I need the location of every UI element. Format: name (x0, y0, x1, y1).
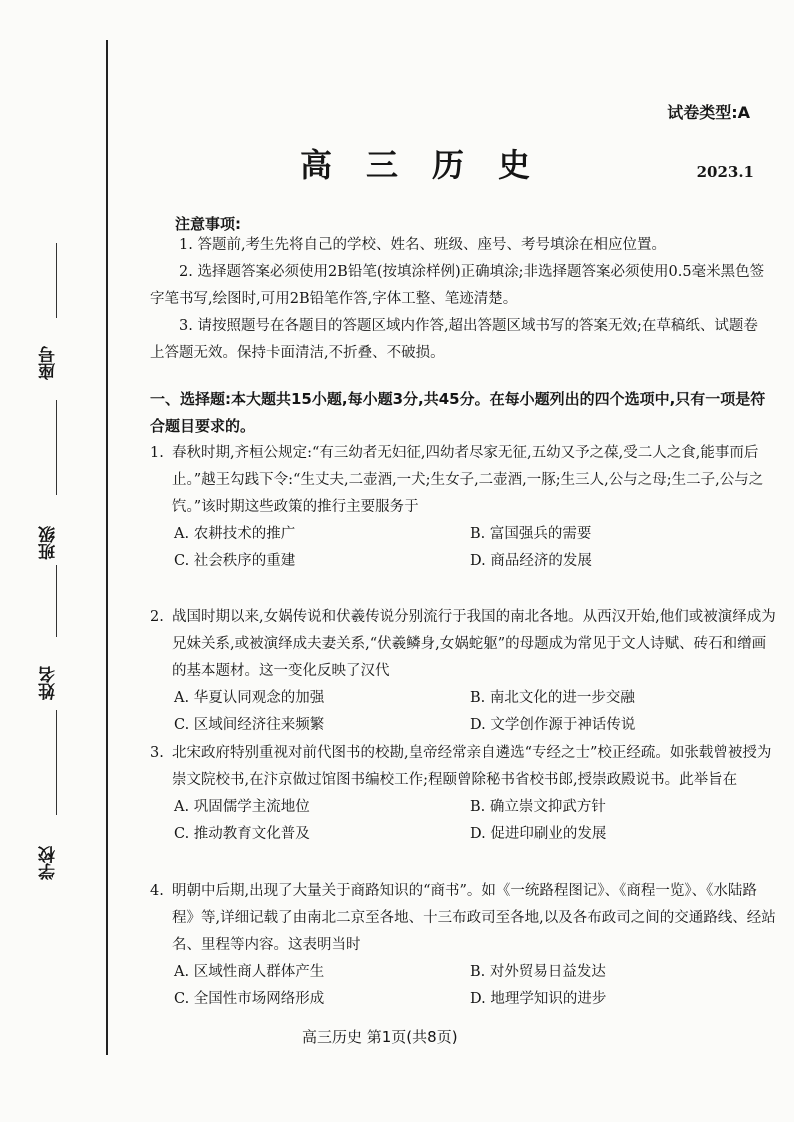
exam-date: 2023.1 (696, 163, 754, 181)
question-number: 2. (150, 609, 164, 625)
option-b: B. 确立崇文抑武方针 (470, 799, 606, 815)
note-item: 2. 选择题答案必须使用2B铅笔(按填涂样例)正确填涂;非选择题答案必须使用0.5毫米黑色签字笔书写,绘图时,可用2B铅笔作答,字体工整、笔迹清楚。 (150, 264, 765, 307)
option-d: D. 文学创作源于神话传说 (470, 717, 636, 733)
sidebar-name-label: 姓名 (39, 666, 59, 700)
notes (150, 232, 770, 367)
option-a: A. 区域性商人群体产生 (174, 964, 325, 980)
question-stem: 春秋时期,齐桓公规定:“有三幼者无妇征,四幼者尽家无征,五幼又予之葆,受二人之食,能事而后止。”越王勾践下令:“生丈夫,二壶酒,一犬;生女子,二壶酒,一豚;生三人,公与之母;生二子,公与之饩。”该时期这些政策的推行主要服务于 (172, 445, 764, 515)
paper-type: 试卷类型:A (667, 103, 750, 122)
page-title: 高三历史 (300, 146, 565, 184)
binding-line (106, 40, 108, 1055)
option-d: D. 地理学知识的进步 (470, 991, 607, 1007)
question-number: 1. (150, 445, 164, 461)
question-stem: 明朝中后期,出现了大量关于商路知识的“商书”。如《一统路程图记》、《商程一览》、《水陆路程》等,详细记载了由南北二京至各地、十三布政司至各地,以及各布政司之间的交通路线、经站名、里程等内容。这表明当时 (172, 883, 776, 953)
option-c: C. 全国性市场网络形成 (174, 991, 325, 1007)
sidebar-seat-line (56, 243, 57, 318)
sidebar-seat-label: 座号 (39, 346, 59, 380)
option-a: A. 华夏认同观念的加强 (174, 690, 325, 706)
option-c: C. 区域间经济往来频繁 (174, 717, 325, 733)
option-a: A. 巩固儒学主流地位 (174, 799, 310, 815)
sidebar-school-line (56, 710, 57, 815)
question-3 (150, 740, 778, 848)
option-a: A. 农耕技术的推广 (174, 526, 296, 542)
option-b: B. 富国强兵的需要 (470, 526, 592, 542)
question-2 (150, 604, 778, 739)
section-heading: 一、选择题:本大题共15小题,每小题3分,共45分。在每小题列出的四个选项中,只有一项是符合题目要求的。 (150, 390, 766, 435)
sidebar-class-label: 班级 (39, 526, 59, 560)
sidebar-name-line (56, 565, 57, 637)
question-1 (150, 440, 778, 575)
sidebar-class-line (56, 400, 57, 495)
question-number: 3. (150, 745, 164, 761)
sidebar-school-label: 学校 (39, 846, 59, 880)
page-footer: 高三历史 第1页(共8页) (302, 1028, 458, 1046)
option-d: D. 促进印刷业的发展 (470, 826, 607, 842)
option-b: B. 对外贸易日益发达 (470, 964, 606, 980)
option-c: C. 推动教育文化普及 (174, 826, 310, 842)
question-stem: 北宋政府特别重视对前代图书的校勘,皇帝经常亲自遴选“专经之士”校正经疏。如张载曾被授为崇文院校书,在汴京做过馆图书编校工作;程颐曾除秘书省校书郎,授崇政殿说书。此举旨在 (172, 745, 772, 788)
option-b: B. 南北文化的进一步交融 (470, 690, 635, 706)
note-item: 1. 答题前,考生先将自己的学校、姓名、班级、座号、考号填涂在相应位置。 (179, 237, 667, 253)
option-d: D. 商品经济的发展 (470, 553, 592, 569)
question-number: 4. (150, 883, 164, 899)
notes-heading: 注意事项: (175, 215, 241, 233)
note-item: 3. 请按照题号在各题目的答题区域内作答,超出答题区域书写的答案无效;在草稿纸、试题卷上答题无效。保持卡面清洁,不折叠、不破损。 (150, 318, 758, 361)
question-4 (150, 878, 778, 1013)
option-c: C. 社会秩序的重建 (174, 553, 296, 569)
question-stem: 战国时期以来,女娲传说和伏羲传说分别流行于我国的南北各地。从西汉开始,他们或被演绎成为兄妹关系,或被演绎成夫妻关系,“伏羲鳞身,女娲蛇躯”的母题成为常见于文人诗赋、砖石和缯画的基本题材。这一变化反映了汉代 (172, 609, 776, 679)
